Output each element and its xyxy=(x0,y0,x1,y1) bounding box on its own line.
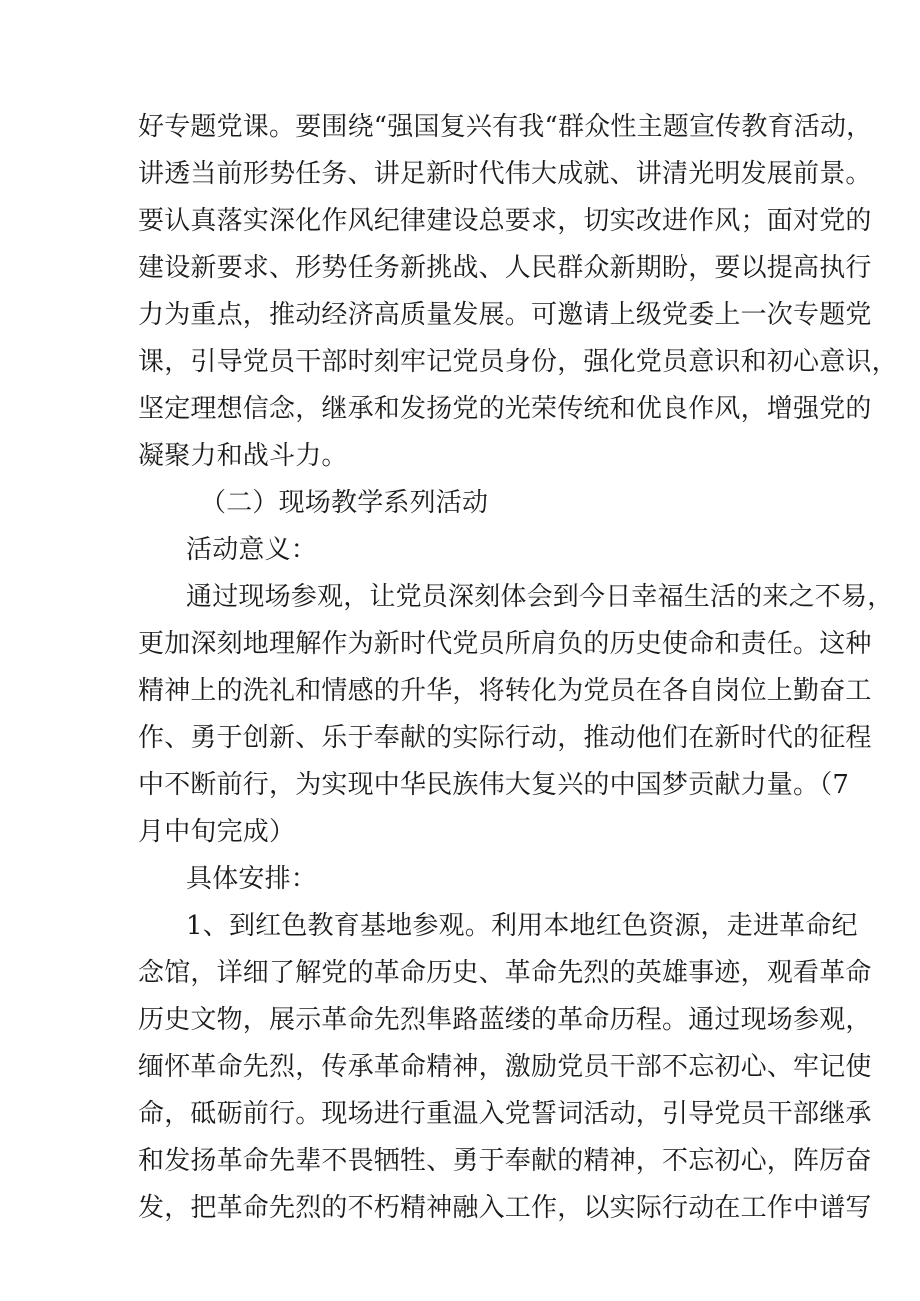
paragraph-line: 坚定理想信念，继承和发扬党的光荣传统和优良作风，增强党的 xyxy=(138,394,872,424)
paragraph-line: 和发扬革命先辈不畏牺牲、勇于奉献的精神，不忘初心，阵厉奋 xyxy=(138,1146,872,1176)
paragraph-line: 要认真落实深化作风纪律建设总要求，切实改进作风；面对党的 xyxy=(138,206,872,236)
section-heading: （二）现场教学系列活动 xyxy=(200,488,489,518)
paragraph-line: 精神上的洗礼和情感的升华，将转化为党员在各自岗位上勤奋工 xyxy=(138,676,872,706)
paragraph-line: 作、勇于创新、乐于奉献的实际行动，推动他们在新时代的征程 xyxy=(138,723,872,753)
paragraph-line: 凝聚力和战斗力。 xyxy=(138,441,348,471)
paragraph-line: 发，把革命先烈的不朽精神融入工作，以实际行动在工作中谱写 xyxy=(138,1193,872,1223)
paragraph-line: 通过现场参观，让党员深刻体会到今日幸福生活的来之不易， xyxy=(186,582,894,612)
paragraph-line: 力为重点，推动经济高质量发展。可邀请上级党委上一次专题党 xyxy=(138,300,872,330)
paragraph-line: 念馆，详细了解党的革命历史、革命先烈的英雄事迹，观看革命 xyxy=(138,958,872,988)
paragraph-line: 建设新要求、形势任务新挑战、人民群众新期盼，要以提高执行 xyxy=(138,253,872,283)
paragraph-line: 好专题党课。要围绕“强国复兴有我“群众性主题宣传教育活动， xyxy=(138,112,873,142)
paragraph-line: 讲透当前形势任务、讲足新时代伟大成就、讲清光明发展前景。 xyxy=(138,159,872,189)
paragraph-line: 中不断前行，为实现中华民族伟大复兴的中国梦贡献力量。（7 xyxy=(138,770,850,800)
paragraph-line: 课，引导党员干部时刻牢记党员身份，强化党员意识和初心意识， xyxy=(138,347,898,377)
paragraph-line: 月中旬完成） xyxy=(138,817,296,847)
paragraph-line: 命，砥砺前行。现场进行重温入党誓词活动，引导党员干部继承 xyxy=(138,1099,872,1129)
subheading-arrangement: 具体安排： xyxy=(186,864,318,894)
paragraph-line: 历史文物，展示革命先烈隼路蓝缕的革命历程。通过现场参观， xyxy=(138,1005,872,1035)
subheading-activity-meaning: 活动意义： xyxy=(186,535,318,565)
paragraph-line: 更加深刻地理解作为新时代党员所肩负的历史使命和责任。这种 xyxy=(138,629,872,659)
paragraph-line: 1、到红色教育基地参观。利用本地红色资源，走进革命纪 xyxy=(186,911,858,941)
paragraph-line: 缅怀革命先烈，传承革命精神，激励党员干部不忘初心、牢记使 xyxy=(138,1052,872,1082)
